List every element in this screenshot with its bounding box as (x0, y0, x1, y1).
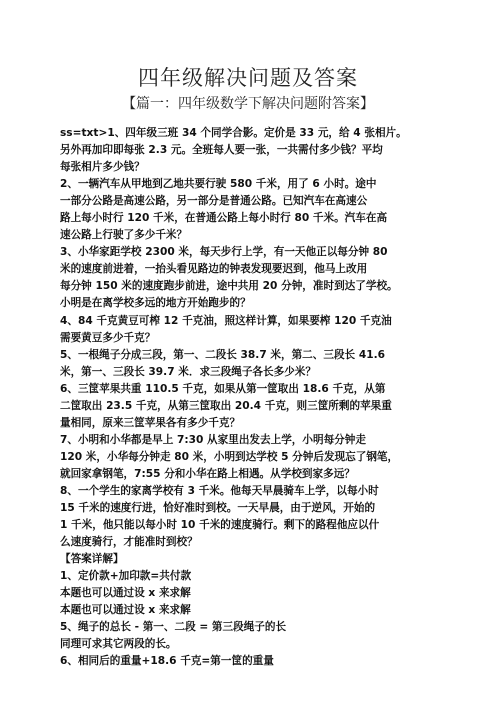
text-line: 1、定价款+加印款=共付款 (60, 570, 192, 583)
document-title: 四年级解决问题及答案 (138, 66, 358, 90)
document-body (60, 125, 490, 671)
text-line: 路上每小时行 120 千米，在普通公路上每小时行 80 千米。汽车在高 (60, 212, 388, 225)
text-line: 1 千米，他只能以每小时 10 千米的速度骑行。剩下的路程他应以什 (60, 519, 380, 532)
text-line: 另外再加印即每张 2.3 元。全班每人要一张，一共需付多少钱？平均 (60, 144, 383, 157)
text-line: 每分钟 150 米的速度跑步前进，途中共用 20 分钟，准时到达了学校。 (60, 280, 398, 293)
text-line: 5、绳子的总长 - 第一、二段 = 第三段绳子的长 (60, 621, 287, 634)
text-line: 5、一根绳子分成三段，第一、二段长 38.7 米，第二、三段长 41.6 (60, 348, 385, 361)
text-line: 本题也可以通过设 x 来求解 (60, 604, 191, 617)
text-line: 4、84 千克黄豆可榨 12 千克油，照这样计算，如果要榨 120 千克油 (60, 314, 392, 327)
text-line: 二筐取出 23.5 千克，从第三筐取出 20.4 千克，则三筐所剩的苹果重 (60, 399, 392, 412)
text-line: 米的速度前进着，一抬头看见路边的钟表发现要迟到，他马上改用 (60, 263, 368, 276)
text-line: 么速度骑行，才能准时到校？ (60, 536, 198, 549)
text-line: 本题也可以通过设 x 来求解 (60, 587, 191, 600)
text-line: 小明是在离学校多远的地方开始跑步的？ (60, 297, 251, 310)
text-line: 每张相片多少钱？ (60, 161, 145, 174)
text-line: 就回家拿钢笔，7:55 分和小华在路上相遇。从学校到家多远？ (60, 467, 355, 480)
document-subtitle: 【篇一：四年级数学下解决问题附答案】 (122, 96, 374, 112)
text-line: 需要黄豆多少千克？ (60, 331, 156, 344)
text-line: 3、小华家距学校 2300 米，每天步行上学，有一天他正以每分钟 80 (60, 246, 388, 259)
text-line: 速公路上行驶了多少千米？ (60, 229, 188, 242)
text-line: 8、一个学生的家离学校有 3 千米。他每天早晨骑车上学，以每小时 (60, 484, 379, 497)
text-line: 一部分公路是高速公路，另一部分是普通公路。已知汽车在高速公 (60, 195, 368, 208)
text-line: 6、三筐苹果共重 110.5 千克，如果从第一筐取出 18.6 千克，从第 (60, 382, 386, 395)
text-line: 同理可求其它两段的长。 (60, 638, 177, 651)
text-line: 6、相同后的重量+18.6 千克=第一筐的重量 (60, 655, 274, 668)
text-line: 7、小明和小华都是早上 7:30 从家里出发去上学，小明每分钟走 (60, 433, 366, 446)
text-line: ss=txt>1、四年级三班 34 个同学合影。定价是 33 元，给 4 张相片。 (60, 127, 407, 139)
text-line: 米，第一、三段长 39.7 米．求三段绳子各长多少米？ (60, 365, 316, 378)
text-line: 15 千米的速度行进，恰好准时到校。一天早晨，由于逆风，开始的 (60, 502, 376, 515)
text-line: 量相同，原来三筐苹果各有多少千克？ (60, 416, 241, 429)
text-line: 【答案详解】 (60, 553, 124, 566)
text-line: 2、一辆汽车从甲地到乙地共要行驶 580 千米，用了 6 小时。途中 (60, 178, 377, 191)
text-line: 120 米，小华每分钟走 80 米，小明到达学校 5 分钟后发现忘了钢笔， (60, 450, 399, 463)
